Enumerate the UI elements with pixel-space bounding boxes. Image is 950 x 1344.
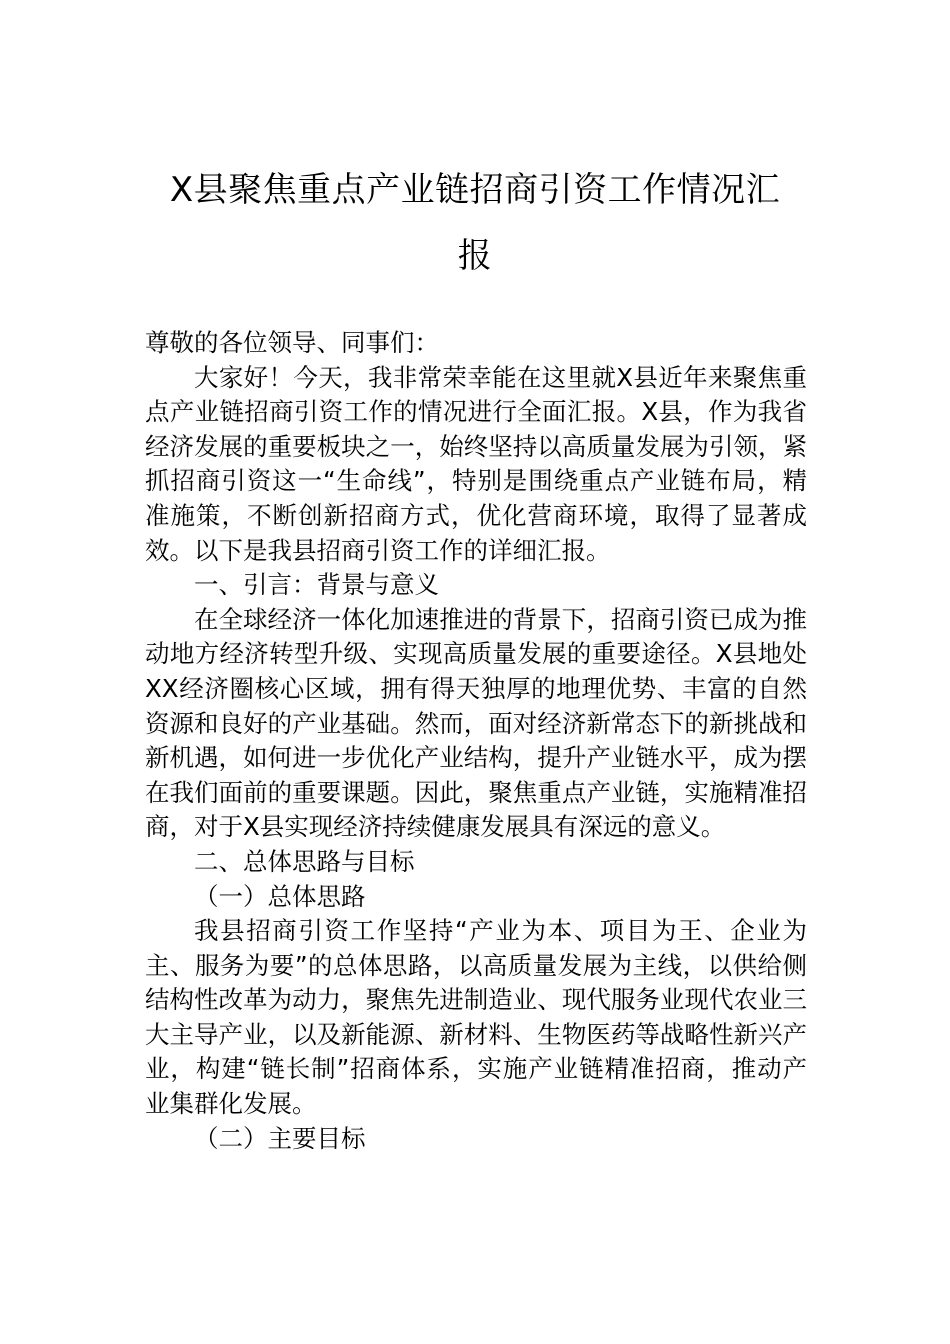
subsection-heading-1: （一）总体思路	[194, 881, 366, 911]
salutation: 尊敬的各位领导、同事们：	[145, 328, 439, 357]
background-paragraph: 在全球经济一体化加速推进的背景下，招商引资已成为推动地方经济转型升级、实现高质量发展的重要途径。X县地处XX经济圈核心区域，拥有得天独厚的地理优势、丰富的自然资源和良好的产业基础。然而，面对经济新常态下的新挑战和新机遇，如何进一步优化产业结构，提升产业链水平，成为摆在我们面前的重要课题。因此，聚焦重点产业链，实施精准招商，对于X县实现经济持续健康发展具有深远的意义。	[145, 604, 807, 842]
document-title-line-2: 报	[457, 236, 493, 276]
subsection-heading-2: （二）主要目标	[194, 1123, 366, 1153]
section-heading-1: 一、引言：背景与意义	[194, 570, 439, 600]
section-heading-2: 二、总体思路与目标	[194, 846, 415, 876]
intro-paragraph: 大家好！今天，我非常荣幸能在这里就X县近年来聚焦重点产业链招商引资工作的情况进行全面汇报。X县，作为我省经济发展的重要板块之一，始终坚持以高质量发展为引领，紧抓招商引资这一“生命线”，特别是围绕重点产业链布局，精准施策，不断创新招商方式，优化营商环境，取得了显著成效。以下是我县招商引资工作的详细汇报。	[145, 362, 807, 565]
overall-approach-paragraph: 我县招商引资工作坚持“产业为本、项目为王、企业为主、服务为要”的总体思路，以高质量发展为主线，以供给侧结构性改革为动力，聚焦先进制造业、现代服务业现代农业三大主导产业，以及新能源、新材料、生物医药等战略性新兴产业，构建“链长制”招商体系，实施产业链精准招商，推动产业集群化发展。	[145, 916, 807, 1119]
document-body	[145, 326, 807, 1156]
document-title-line-1: X县聚焦重点产业链招商引资工作情况汇	[169, 170, 781, 210]
